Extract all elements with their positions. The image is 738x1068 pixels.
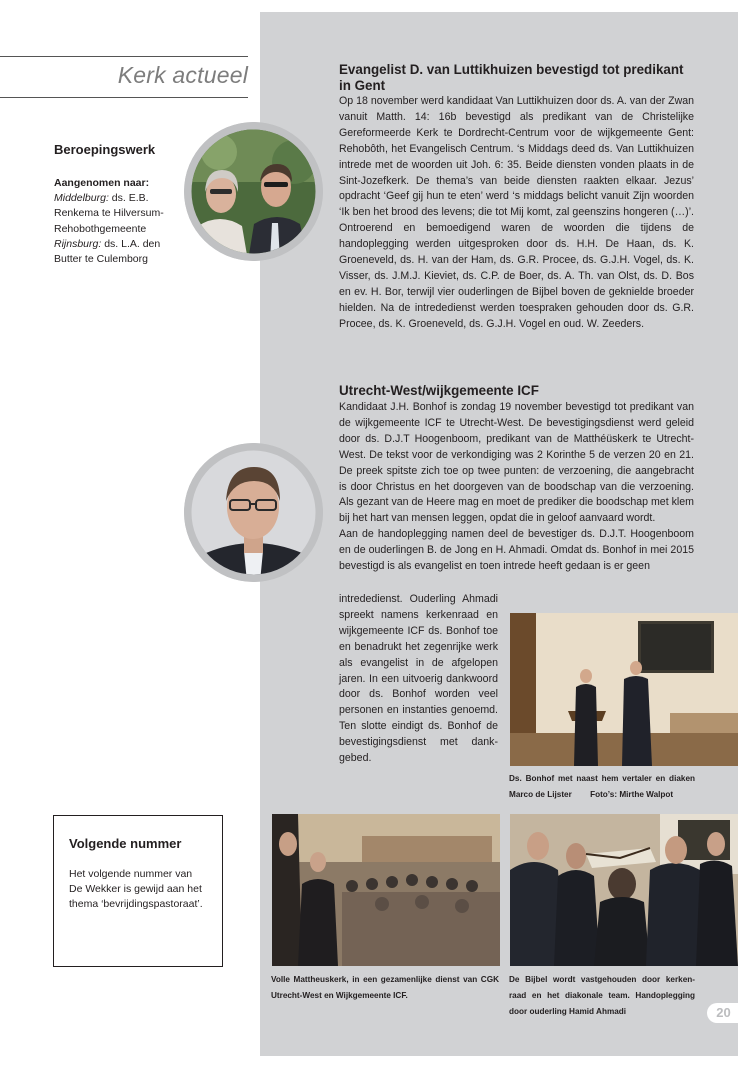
article1-title: Evangelist D. van Luttikhuizen bevestigd tot predikant in Gent xyxy=(339,62,684,93)
section-rule-top xyxy=(0,56,248,57)
photo1-caption xyxy=(509,771,695,803)
church-pulpit-photo xyxy=(510,613,738,766)
congregation-photo xyxy=(272,814,500,966)
article1-body: Op 18 november werd kandidaat Van Luttikhuizen door ds. A. van der Zwan vanuit Matth. 14: 16b bevestigd als predikant van de Christelijke Gereformeerde Kerk te Dordrecht-Centrum voor de wijkgemeente Gent: Rehobôth, het Evangelisch Centrum. ‘s Middags deed ds. Van Luttikhuizen intrede met de woorden uit Joh. 6: 35. Beide diensten vonden plaats in de Sint-Jozefkerk. De thema’s van beide diensten raakten elkaar. Jezus’ opdracht ‘Geef gij hun te eten’ werd ‘s middags belicht vanuit Zijn woorden ‘Ik ben het brood des levens; die tot Mij komt, zal geenszins hongeren (…)’. Ontroerend en bemoedigend waren de woorden die tijdens de handoplegging werden uitgesproken door ds. H.H. De Haan, ds. K. Groeneveld, ds. H. van der Ham, ds. G.R. Procee, ds. G.J.H. Vogel, ds. K. Visser, ds. J.M.J. Kieviet, ds. C.P. de Boer, ds. A. Th. van Olst, ds. D. Bos en ev. H. Bor, terwijl vier ouderlingen de Bijbel boven de geknielde broeder hielden. Na de intrededienst werden toespraken gehouden door ds. G.R. Procee, ds. K. Groeneveld, ds. G.J.H. Vogel en oud. W. Zeeders. xyxy=(339,95,694,330)
sidebar-appointments xyxy=(54,176,179,267)
place-rijnsburg: Rijnsburg: xyxy=(54,237,102,250)
photo2-caption: Volle Mattheuskerk, in een gezamenlijke dienst van CGK Utrecht-West en Wijkgemeente ICF. xyxy=(271,975,499,1000)
appointment-2: ds. L.A. den Butter te Culemborg xyxy=(54,237,161,266)
article2-paragraph-2-continued: intrededienst. Ouderling Ahmadi spreekt namens kerkenraad en wijkgemeente ICF ds. Bonhof toe en benadrukt het zegenrijke werk als evangelist in de afgelopen jaren. In een uitvoerig dankwoord door ds. Bonhof worden veel personen en instanties genoemd. Ten slotte eindigt ds. Bonhof de bevestigingsdienst met dank-gebed. xyxy=(339,593,498,765)
portrait-couple-photo xyxy=(184,122,323,261)
photo-credit: Foto’s: Mirthe Walpot xyxy=(590,790,674,799)
photo3-caption: De Bijbel wordt vastgehouden door kerken-raad en het diakonale team. Handoplegging door ouderling Hamid Ahmadi xyxy=(509,975,695,1016)
place-middelburg: Middelburg: xyxy=(54,192,109,205)
article2-paragraph-1: Kandidaat J.H. Bonhof is zondag 19 november bevestigd tot predikant van de wijkgemeente ICF te Utrecht-West. De bevestigingsdienst werd geleid door ds. D.J.T Hoogenboom, predikant van de Matthéüskerk te Utrecht-West. De tekst voor de verkondiging was 2 Korinthe 5 de verzen 20 en 21. De preek spitste zich toe op twee punten: de verzoening, die aangebracht is door Christus en het doorgeven van de boodschap van die verzoening. Als gezant van de Heere mag en moet de prediker die boodschap met klem bij het hart van mensen leggen, opdat die in geloof aanvaard wordt. xyxy=(339,401,694,525)
section-title: Kerk actueel xyxy=(117,62,248,88)
article2-paragraph-2: Aan de handoplegging namen deel de bevestiger ds. D.J.T. Hoogenboom en de ouderlingen B. de Jong en H. Ahmadi. Omdat ds. Bonhof in mei 2015 bevestigd is als evangelist en toen intrede heeft gedaan is er geen xyxy=(339,528,694,573)
section-rule-bottom xyxy=(0,97,248,98)
portrait-bonhof-photo xyxy=(184,443,323,582)
photo1-caption-text: Ds. Bonhof met naast hem vertaler en diaken Marco de Lijster xyxy=(509,774,695,799)
next-issue-text: Het volgende nummer van De Wekker is gewijd aan het thema ‘bevrijdingspastoraat’. xyxy=(69,868,203,910)
appointment-1: ds. E.B. Renkema te Hilversum-Rehobothgemeente xyxy=(54,192,164,235)
next-issue-title: Volgende nummer xyxy=(69,836,182,851)
sidebar-heading: Beroepingswerk xyxy=(54,142,156,157)
accepted-label: Aangenomen naar: xyxy=(54,177,150,189)
article2-title: Utrecht-West/wijkgemeente ICF xyxy=(339,383,539,398)
page-number: 20 xyxy=(707,1003,738,1023)
next-issue-box xyxy=(53,815,223,967)
article2-body xyxy=(339,400,694,575)
laying-on-hands-photo xyxy=(510,814,738,966)
